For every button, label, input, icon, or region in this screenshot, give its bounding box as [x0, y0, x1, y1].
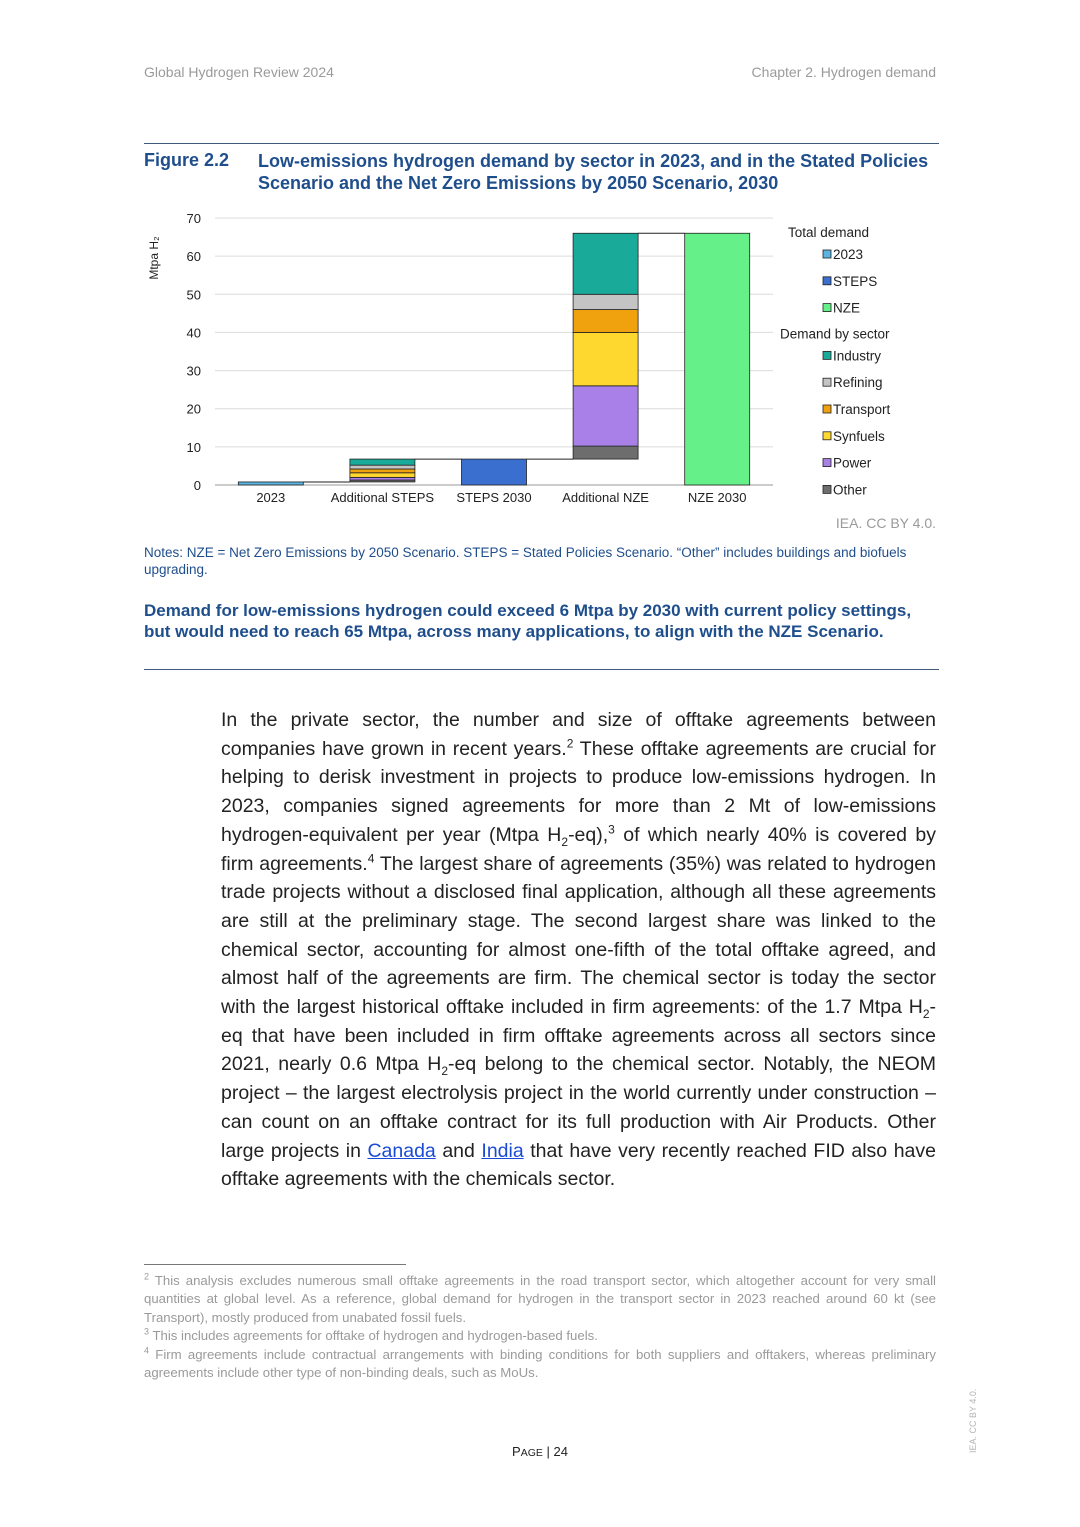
legend-item: NZE	[833, 300, 860, 316]
bar-segment-industry	[350, 459, 415, 465]
legend-swatch	[823, 250, 831, 258]
chart-legend	[780, 225, 891, 497]
bar-segment-transport	[573, 310, 638, 333]
x-tick-label: 2023	[256, 490, 286, 505]
legend-swatch	[823, 459, 831, 467]
y-axis-label: Mtpa H₂	[147, 236, 161, 280]
bar-nze	[685, 233, 750, 485]
legend-item: Synfuels	[833, 428, 885, 444]
x-tick-label: NZE 2030	[687, 490, 747, 505]
x-tick-label: Additional STEPS	[330, 490, 435, 505]
y-tick-label: 0	[193, 478, 201, 493]
y-tick-label: 30	[186, 363, 201, 379]
india-link[interactable]: India	[481, 1139, 524, 1162]
y-tick-label: 10	[186, 439, 201, 455]
running-header-chapter: Chapter 2. Hydrogen demand	[751, 64, 936, 80]
x-axis	[256, 490, 746, 505]
footnotes	[144, 1272, 936, 1382]
legend-swatch	[823, 351, 831, 359]
footnote-2: $^2$ This analysis excludes numerous small offtake agreements in the road transport sector, which altogether account for very small quantities at global level. As a reference, global demand for hydrogen in the transport sector in 2023 reached around 60 kt (see Transport), mostly produced from unabated fossil fuels.	[144, 1271, 936, 1325]
body-paragraph: In the private sector, the number and size of offtake agreements between companies have grown in recent years.$^2$ These offtake agreements are crucial for helping to derisk investment in projects to produce low-emissions hydrogen. In 2023, companies signed agreements for more than 2 Mt of low-emissions hydrogen-equivalent per year (Mtpa $H_2-eq),^3$ of which nearly 40% is covered by firm agreements.$^4$ The largest share of agreements (35%) was related to hydrogen trade projects without a disclosed final application, although all these agreements are still at the preliminary stage. The second largest share was linked to the chemical sector, accounting for almost one-fifth of the total offtake agreed, and almost half of the agreements are firm. The chemical sector is today the sector with the largest historical offtake included in firm agreements: of the 1.7 Mtpa $H_2-eq$ that have been included in firm offtake agreements across all sectors since 2021, nearly 0.6 Mtpa $H_2-eq$ belong to the chemical sector. Notably, the NEOM project – the largest electrolysis project in the world currently under construction – can count on an offtake contract for its full production with Air Products. Other large projects in Canada and India that have very recently reached FID also have offtake agreements with the chemicals sector.	[221, 709, 936, 1191]
figure-top-rule	[144, 143, 939, 144]
y-tick-label: 70	[186, 211, 201, 226]
footnote-divider	[144, 1264, 406, 1265]
legend-item: Power	[833, 455, 872, 471]
bar-steps	[462, 459, 527, 485]
bar-segment-industry	[573, 233, 638, 294]
bar-segment-transport	[350, 469, 415, 473]
legend-swatch	[823, 405, 831, 413]
bar-segment-refining	[573, 294, 638, 309]
y-axis	[147, 211, 201, 493]
legend-group-title: Total demand	[788, 225, 870, 240]
footnote-4: $^4$ Firm agreements include contractual arrangements with binding conditions for both suppliers and offtakers, whereas preliminary agreements include other type of non-binding deals, such as MoUs.	[144, 1345, 936, 1381]
bar-2023	[238, 482, 303, 485]
bar-segment-power	[573, 386, 638, 446]
figure-title: Low-emissions hydrogen demand by sector in 2023, and in the Stated Policies Scenario and the Net Zero Emissions by 2050 Scenario, 2030	[258, 151, 929, 193]
hydrogen-demand-chart	[140, 205, 930, 515]
figure-notes: Notes: NZE = Net Zero Emissions by 2050 Scenario. STEPS = Stated Policies Scenario. “Other” includes buildings and biofuels upgrading.	[144, 545, 907, 577]
legend-swatch	[823, 485, 831, 493]
legend-item: Transport	[833, 402, 891, 417]
bar-segment-synfuels	[573, 332, 638, 385]
bar-segment-refining	[350, 465, 415, 469]
x-tick-label: Additional NZE	[562, 490, 649, 505]
y-tick-label: 60	[186, 249, 201, 265]
figure-credit: IEA. CC BY 4.0.	[835, 515, 936, 531]
legend-swatch	[823, 378, 831, 386]
footnote-ref-3[interactable]: 3	[608, 822, 615, 837]
legend-item: Refining	[833, 375, 883, 391]
legend-swatch	[823, 304, 831, 312]
running-header-title: Global Hydrogen Review 2024	[144, 64, 334, 80]
footnote-ref-4[interactable]: 4	[367, 851, 375, 866]
footnote-ref-2[interactable]: 2	[566, 736, 574, 751]
legend-group-title: Demand by sector	[780, 326, 890, 342]
legend-item: Other	[833, 482, 867, 498]
y-tick-label: 40	[186, 325, 201, 341]
canada-link[interactable]: Canada	[367, 1139, 436, 1162]
legend-item: STEPS	[833, 273, 878, 289]
y-tick-label: 20	[186, 401, 201, 417]
bar-segment-power	[350, 477, 415, 480]
x-tick-label: STEPS 2030	[456, 490, 532, 505]
bar-segment-synfuels	[350, 473, 415, 478]
legend-item: Industry	[833, 348, 882, 364]
figure-label: Figure 2.2	[144, 150, 230, 170]
footnote-3: $^3$ This includes agreements for offtake of hydrogen and hydrogen-based fuels.	[144, 1326, 598, 1344]
figure-takeaway: Demand for low-emissions hydrogen could exceed 6 Mtpa by 2030 with current policy settings, but would need to reach 65 Mtpa, across many applications, to align with the NZE Scenario.	[144, 601, 912, 641]
side-credit: IEA. CC BY 4.0.	[968, 1388, 978, 1453]
y-tick-label: 50	[186, 287, 201, 303]
legend-swatch	[823, 432, 831, 440]
legend-item: 2023	[833, 247, 864, 262]
figure-bottom-rule	[144, 669, 939, 670]
page-number: PAGE | 24	[512, 1444, 568, 1459]
bar-segment-other	[573, 446, 638, 459]
legend-swatch	[823, 277, 831, 285]
